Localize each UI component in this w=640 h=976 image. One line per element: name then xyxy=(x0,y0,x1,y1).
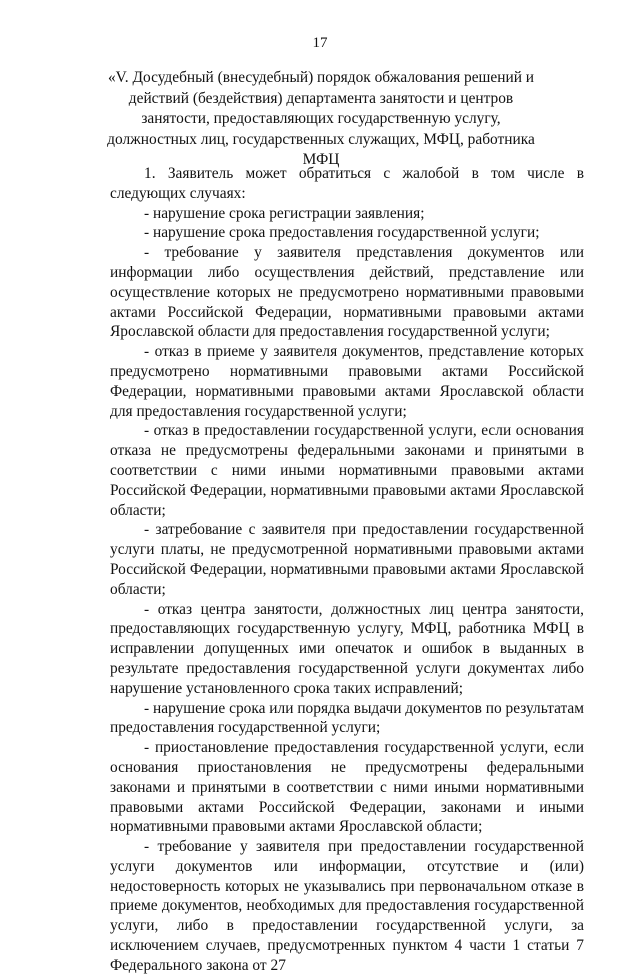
list-item: - отказ в приеме у заявителя документов, представление которых предусмотрено нормативными правовыми актами Российской Федерации, нормативными правовыми актами Ярославской области для предоставления государственной услуги; xyxy=(110,343,584,420)
body-text xyxy=(110,164,584,976)
page-number: 17 xyxy=(312,35,328,51)
list-item: - нарушение срока регистрации заявления; xyxy=(144,204,425,222)
list-item: - нарушение срока или порядка выдачи документов по результатам предоставления государственной услуги; xyxy=(110,699,584,737)
list-item: - затребование с заявителя при предоставлении государственной услуги платы, не предусмотренной нормативными правовыми актами Российской Федерации, нормативными правовыми актами Ярославской области; xyxy=(110,521,584,598)
list-item: - требование у заявителя при предоставлении государственной услуги документов или информации, отсутствие и (или) недостоверность которых не указывались при первоначальном отказе в приеме документов, необходимых для предоставления государственной услуги, либо в предоставлении государственной услуги, за исключением случаев, предусмотренных пунктом 4 части 1 статьи 7 Федерального закона от 27 xyxy=(110,838,584,974)
paragraph-intro: 1. Заявитель может обратиться с жалобой в том числе в следующих случаях: xyxy=(110,165,584,202)
list-item: - отказ центра занятости, должностных лиц центра занятости, предоставляющих государственную услугу, МФЦ, работника МФЦ в исправлении допущенных ими опечаток и ошибок в выданных в результате предоставления государственной услуги документах либо нарушение установленного срока таких исправлений; xyxy=(110,600,584,697)
list-item: - отказ в предоставлении государственной услуги, если основания отказа не предусмотрены федеральными законами и принятыми в соответствии с ними иными нормативными правовыми актами Российской Федерации, нормативными правовыми актами Ярославской области; xyxy=(110,422,584,519)
list-item: - требование у заявителя представления документов или информации либо осуществления действий, представление или осуществление которых не предусмотрено нормативными правовыми актами Российской Федерации, нормативными правовыми актами Ярославской области для предоставления государственной услуги; xyxy=(110,244,584,341)
list-item: - приостановление предоставления государственной услуги, если основания приостановления не предусмотрены федеральными законами и принятыми в соответствии с ними иными нормативными правовыми актами Российской Федерации, законами и иными нормативными правовыми актами Ярославской области; xyxy=(110,739,584,836)
list-item: - нарушение срока предоставления государственной услуги; xyxy=(144,224,540,242)
section-heading: «V. Досудебный (внесудебный) порядок обжалования решений и действий (бездействия) департамента занятости и центров занятости, предоставляющих государственную услугу, должностных лиц, государственных служащих, МФЦ, работника МФЦ xyxy=(107,69,535,168)
